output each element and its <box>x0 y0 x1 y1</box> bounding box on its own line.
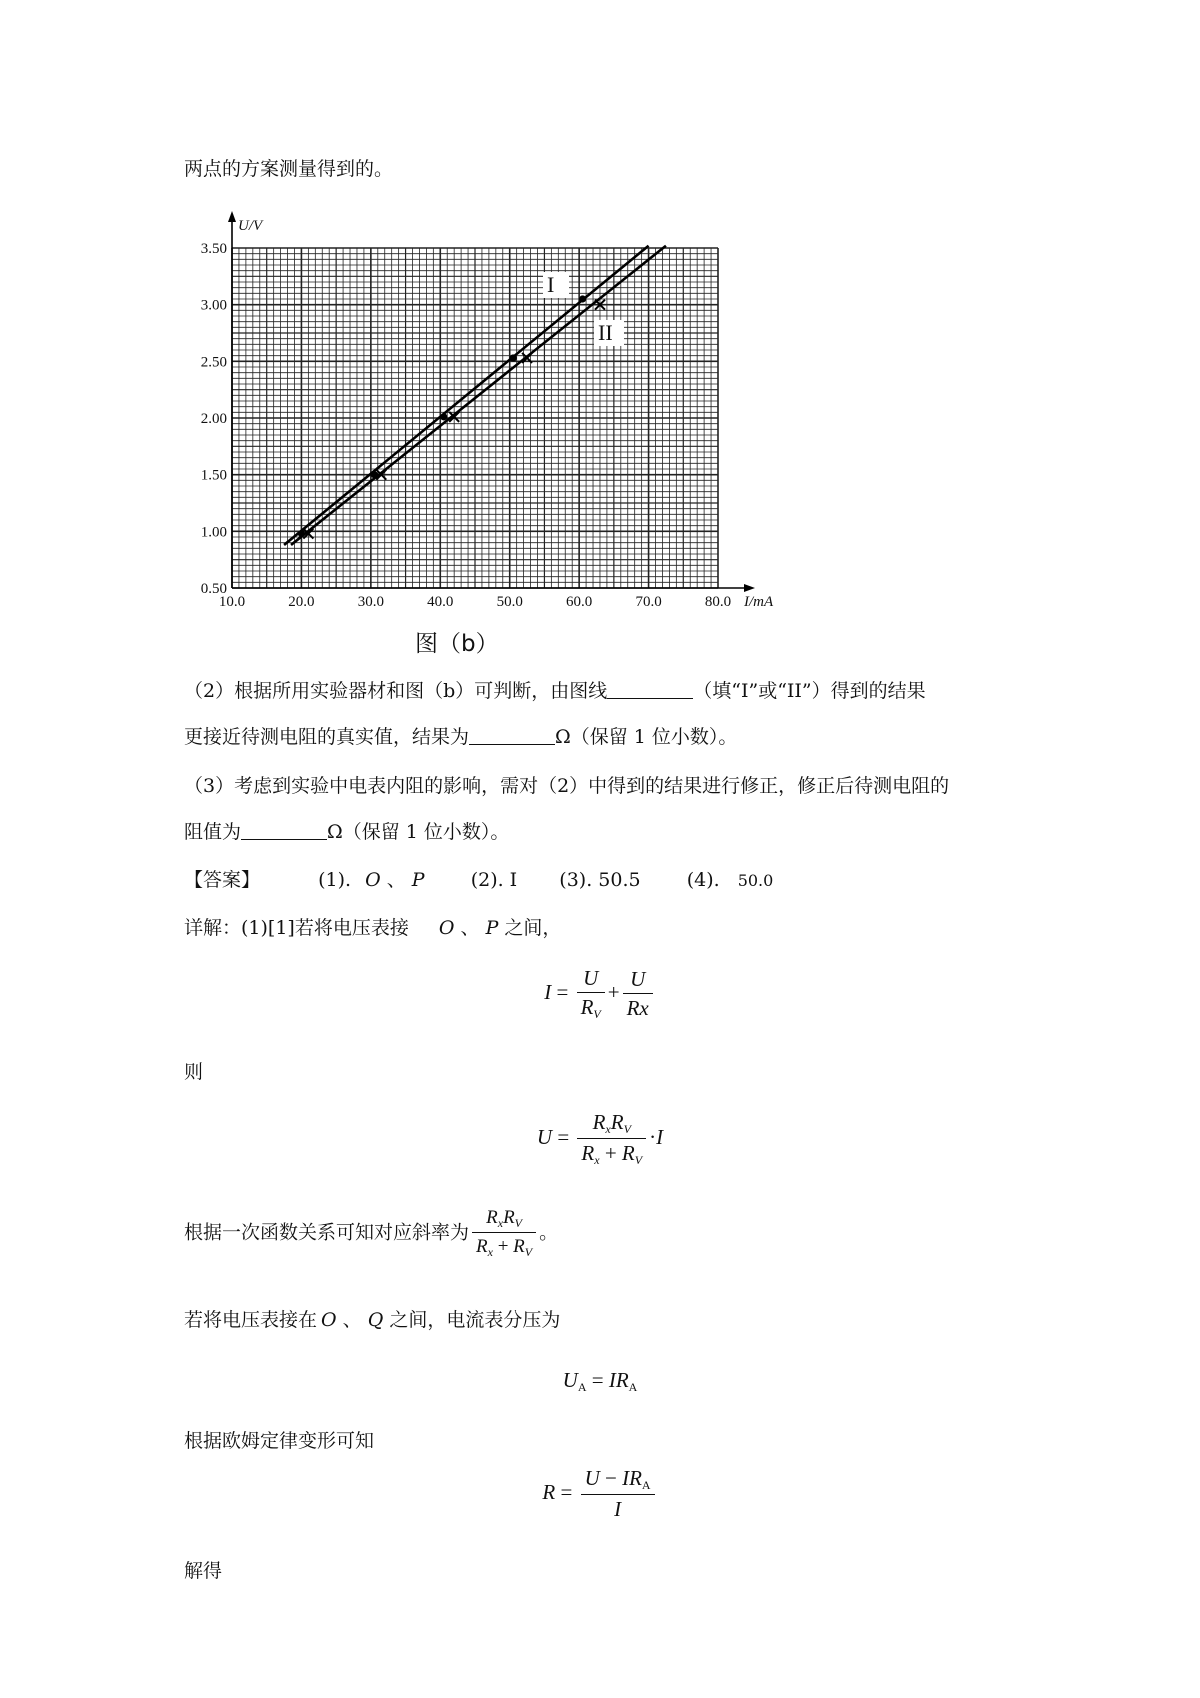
explain-sep: 、 <box>460 917 480 939</box>
ui-chart <box>0 0 1200 650</box>
q2-line2-a: 更接近待测电阻的真实值，结果为 <box>184 726 470 748</box>
q2-line1-b: （填“I”或“II”）得到的结果 <box>693 680 926 702</box>
q3-line2 <box>184 823 509 842</box>
q3-line2-a: 阻值为 <box>184 821 242 843</box>
series-label-II: II <box>598 320 613 345</box>
y-tick-label: 0.50 <box>200 581 227 597</box>
x-tick-label: 40.0 <box>427 594 454 610</box>
x-tick-label: 30.0 <box>357 594 384 610</box>
explain-oq <box>184 1311 560 1330</box>
q2-line1-a: （2）根据所用实验器材和图（b）可判断，由图线 <box>184 680 608 702</box>
answer-1-p: P <box>411 869 425 891</box>
answer-3: (3). 50.5 <box>559 869 641 891</box>
explain-ohm: 根据欧姆定律变形可知 <box>184 1430 375 1452</box>
y-tick-label: 3.00 <box>200 297 227 314</box>
data-point-dot <box>371 471 378 478</box>
explain-line1 <box>184 919 561 938</box>
explain-oq-b: 之间，电流表分压为 <box>389 1309 561 1331</box>
answer-label: 【答案】 <box>184 869 261 891</box>
data-point-dot <box>298 530 305 537</box>
q3-line2-b: Ω（保留 1 位小数）。 <box>327 821 510 843</box>
answer-2: (2). I <box>470 869 518 891</box>
equation-4: R = $\frac{U - IR_A}{I}$ <box>0 1468 1200 1520</box>
q2-line2 <box>184 728 737 747</box>
x-tick-label: 10.0 <box>218 594 246 610</box>
y-tick-label: 1.50 <box>200 467 227 484</box>
x-axis-label: I/mA <box>744 594 774 610</box>
explain-slope: 根据一次函数关系可知对应斜率为 $\frac{R_xR_V}{R_x + R_V}$ 。 <box>184 1207 559 1259</box>
intro-line: 两点的方案测量得到的。 <box>184 158 394 180</box>
explain-oq-sep: 、 <box>342 1309 362 1331</box>
explain-p: P <box>485 917 499 939</box>
y-tick-label: 3.50 <box>200 241 227 257</box>
explain-line1-a: 详解：(1)[1]若将电压表接 <box>184 917 409 939</box>
figure-caption: 图（b） <box>415 631 499 657</box>
answer-1-sep: 、 <box>386 869 406 891</box>
explain-line1-b: 之间， <box>504 917 562 939</box>
answer-1: (1). <box>318 869 352 891</box>
data-point-dot <box>440 413 447 420</box>
x-tick-label: 80.0 <box>704 594 732 610</box>
series-label-I: I <box>547 272 555 297</box>
q2-blank-2 <box>469 728 555 745</box>
y-tick-label: 2.00 <box>200 411 227 427</box>
equation-1: I = $\frac{U}{R_V}$ + $\frac{U}{Rx}$ <box>0 968 1200 1020</box>
explain-o: O <box>438 917 455 939</box>
y-axis-label: U/V <box>238 218 263 234</box>
answer-4-value: 50.0 <box>737 871 774 890</box>
y-axis-arrow <box>228 211 236 222</box>
y-tick-label: 1.00 <box>200 524 227 541</box>
y-tick-label: 2.50 <box>200 354 227 371</box>
answer-line <box>184 871 773 890</box>
explain-jiede: 解得 <box>184 1560 223 1582</box>
q2-line2-b: Ω（保留 1 位小数）。 <box>555 726 738 748</box>
x-tick-label: 70.0 <box>635 594 662 610</box>
answer-1-o: O <box>365 869 381 891</box>
q3-blank <box>241 823 327 840</box>
explain-ze: 则 <box>184 1061 204 1083</box>
equation-2: U = $\frac{R_xR_V}{R_x + R_V}$ ·I <box>536 1110 664 1167</box>
data-point-dot <box>579 295 586 302</box>
explain-oq-o: O <box>321 1309 337 1331</box>
equation-3: $U_A = IR_A$ <box>562 1368 638 1394</box>
x-tick-label: 20.0 <box>288 594 315 610</box>
data-point-dot <box>510 354 517 361</box>
q3-line1: （3）考虑到实验中电表内阻的影响，需对（2）中得到的结果进行修正，修正后待测电阻的 <box>184 775 950 797</box>
x-tick-label: 60.0 <box>566 594 593 610</box>
q2-blank-1 <box>607 682 693 699</box>
explain-slope-b: 。 <box>539 1221 559 1244</box>
explain-oq-q: Q <box>367 1309 384 1331</box>
explain-oq-a: 若将电压表接在 <box>184 1309 318 1331</box>
explain-slope-a: 根据一次函数关系可知对应斜率为 <box>184 1221 470 1244</box>
x-axis-arrow <box>744 584 755 592</box>
q2-line1 <box>184 682 926 701</box>
x-tick-label: 50.0 <box>496 594 523 610</box>
answer-4: (4). <box>686 869 720 891</box>
